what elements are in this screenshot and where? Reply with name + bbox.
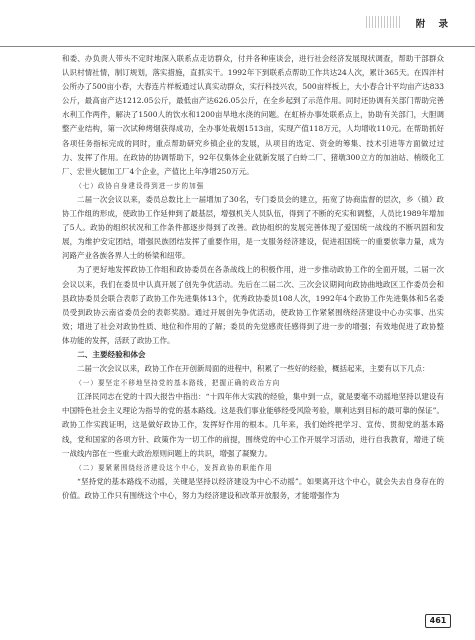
paragraph: 和委、办负责人带头不定时地深入联系点走访群众，付并各种座谈会，进行社会经济发展现状调查，帮助干部群众认识村情社情，制订规划，落实措施，直抓实干。1992年下到联系点帮助工作共达24人次，累计365天。在四泮村公所办了500亩小春，大春连片样板通过认真实动群众，实行科技兴农，500亩样板上，大小春合计平均亩产达833公斤，最高亩产达1212.05公斤，最低亩产达626.05公斤，在全乡起到了示范作用。同时还协调有关部门帮助完善水利工作两件，解决了1500人的饮水和1200亩旱地水浇的问题。在虹桥办事处联系点上，协助有关部门，大胆调整产业结构，第一次试种烤烟获得成功，全办事处栽烟1513亩，实现产值118万元，人均增收110元。在帮助抓好各项任务指标完成的同时，重点帮助研究乡镇企业的发展，从项目的选定、资金的筹集、技术引进等方面做过过力、发挥了作用。在政协的协调帮助下，92年仅集体企业就新发展了白蛉二厂、猪墩300立方的加油站、梢级化工厂、宏世火腿加工厂4个企业，产值比上年净增250万元。 [62,54,444,176]
subsection-heading: （二）要紧紧围绕经济建设这个中心，发挥政协的职能作用 [75,463,273,472]
paragraph: 为了更好地发挥政协工作组和政协委员在各条战线上的积极作用，进一步推动政协工作的全面开展，二届一次会议以来，我们在委员中认真开展了创先争优活动。先后在二届二次、三次会议期间向政协曲地政区工作委员会和县政协委员会联合表彰了政协工作先进集体13个，优秀政协委员108人次，1992年4个政协工作先进集体和5名委员受到政协云南省委员会的表彰奖励。通过开展创先争优活动，使政协工作紧紧围绕经济建设中心办实事、出实效；增进了社会对政协性质、地位和作用的了解；委员的先觉感责任感得到了进一步的增强；有效地促进了政协整体功能的发挥，活跃了政协工作。 [62,265,444,345]
paragraph: 江泽民同志在党的十四大报告中指出：“十四年伟大实践的经验，集中到一点，就是要毫不动摇地坚持以建设有中国特色社会主义理论为指导的党的基本路线。这是我们事业能够经受风险考验，顺利达到目标的最可靠的保证”。政协工作实践证明，这是做好政协工作，发挥好作用的根本。几年来，我们始终把学习、宣传、贯彻党的基本路线，党和国家的各项方针、政策作为一切工作的前提，围绕党的中心工作开展学习活动，进行自我教育，增进了统一战线内部在一些重大政治原则问题上的共识，增强了凝聚力。 [62,392,444,458]
page-number: 461 [425,614,451,628]
subsection-heading: （一）要坚定不移地坚持党的基本路线，把握正确的政治方向 [75,379,281,388]
section-heading: 二、主要经验和体会 [77,349,146,359]
paragraph: 二届一次会议以来，政协工作在开创新局面的进程中，积累了一些好的经验，概括起来，主要有以下几点： [77,364,430,374]
page-header [0,0,475,47]
document-body [62,52,444,503]
header-decoration [366,16,400,28]
subsection-heading: （七）政协自身建设得到进一步的加强 [75,181,205,190]
running-header-title: 附 录 [415,19,453,30]
paragraph: “坚持党的基本路线不动摇，关键是坚持以经济建设为中心不动摇”。如果离开这个中心，就会失去自身存在的价值。政协工作只有围绕这个中心，努力为经济建设和改革开放服务，才能增强作为 [62,476,444,500]
paragraph: 二届一次会议以来，委员总数比上一届增加了30名，专门委员会的建立，拓宽了协商监督的层次，乡（镇）政协工作组的形成，使政协工作延伸到了最基层，增强机关人员队伍，得到了不断的充实和调整，人员比1989年增加了5人。政协的组织状况和工作条件都逐步得到了改善。政协组织的发展完善体现了爱国统一战线的不断巩固和发展，为维护安定团结，增强民族团结发挥了重要作用，是一支服务经济建设，促进祖国统一的重要依靠力量，成为河路产业各族各界人士的桥梁和纽带。 [62,194,444,261]
